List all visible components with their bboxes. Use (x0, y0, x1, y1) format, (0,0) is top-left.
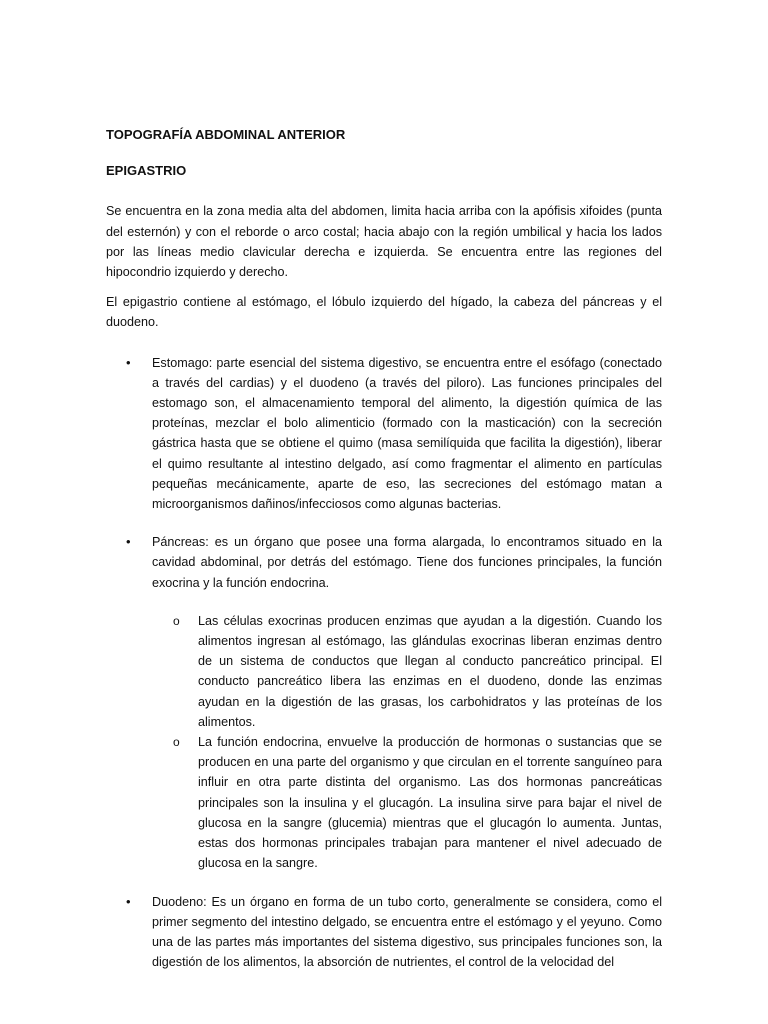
sub-list-item-exocrina (152, 611, 662, 732)
list-item-text: Páncreas: es un órgano que posee una forma alargada, lo encontramos situado en la cavidad abdominal, por detrás del estómago. Tiene dos funciones principales, la función exocrina y la función endocrina. (152, 535, 662, 590)
sub-list-item-text: Las células exocrinas producen enzimas que ayudan a la digestión. Cuando los alimentos ingresan al estómago, las glándulas exocrinas liberan enzimas dentro de un sistema de conductos que llegan al conducto pancreático principal. El conducto pancreático libera las enzimas en el duodeno, donde las enzimas ayudan en la digestión de las grasas, los carbohidratos y las proteínas de los alimentos. (198, 613, 662, 729)
paragraph-contents: El epigastrio contiene al estómago, el lóbulo izquierdo del hígado, la cabeza del páncreas y el duodeno. (106, 295, 662, 330)
document-title: TOPOGRAFÍA ABDOMINAL ANTERIOR (106, 127, 346, 142)
list-item-duodeno (106, 892, 662, 973)
bullet-icon: • (126, 354, 131, 370)
circle-bullet-icon: o (173, 613, 180, 628)
organ-list (106, 353, 662, 973)
pancreas-functions-list (152, 611, 662, 874)
bullet-icon: • (126, 893, 131, 909)
section-heading-epigastrio: EPIGASTRIO (106, 163, 187, 179)
bullet-icon: • (126, 534, 131, 550)
list-item-text: Estomago: parte esencial del sistema digestivo, se encuentra entre el esófago (conectado a través del cardias) y el duodeno (a través del piloro). Las funciones principales del estomago son, el almacenamiento temporal del alimento, la digestión química de las proteínas, mezclar el bolo alimenticio (formado con la masticación) con la secreción gástrica hasta que se obtiene el quimo (masa semilíquida que facilita la digestión), liberar el quimo resultante al intestino delgado, así como fragmentar el alimento en partículas pequeñas mecánicamente, aparte de eso, las secreciones del estómago matan a microorganismos dañinos/infecciosos como algunas bacterias. (152, 355, 662, 512)
list-item-pancreas (106, 532, 662, 873)
paragraph-location: Se encuentra en la zona media alta del abdomen, limita hacia arriba con la apófisis xifoides (punta del esternón) y con el reborde o arco costal; hacia abajo con la región umbilical y hacia los lados por las líneas medio clavicular derecha e izquierda. Se encuentra entre las regiones del hipocondrio izquierdo y derecho. (106, 204, 662, 280)
sub-list-item-text: La función endocrina, envuelve la producción de hormonas o sustancias que se producen en una parte del organismo y que circulan en el torrente sanguíneo para influir en otra parte distinta del organismo. Las dos hormonas pancreáticas principales son la insulina y el glucagón. La insulina sirve para bajar el nivel de glucosa en la sangre (glucemia) mientras que el glucagón lo aumenta. Juntas, estas dos hormonas principales trabajan para mantener el nivel adecuado de glucosa en la sangre. (198, 735, 662, 871)
list-item-text: Duodeno: Es un órgano en forma de un tubo corto, generalmente se considera, como el primer segmento del intestino delgado, se encuentra entre el estómago y el yeyuno. Como una de las partes más importantes del sistema digestivo, sus principales funciones son, la digestión de los alimentos, la absorción de nutrientes, el control de la velocidad del (152, 894, 662, 970)
list-item-estomago (106, 353, 662, 515)
circle-bullet-icon: o (173, 735, 180, 750)
sub-list-item-endocrina (152, 732, 662, 873)
